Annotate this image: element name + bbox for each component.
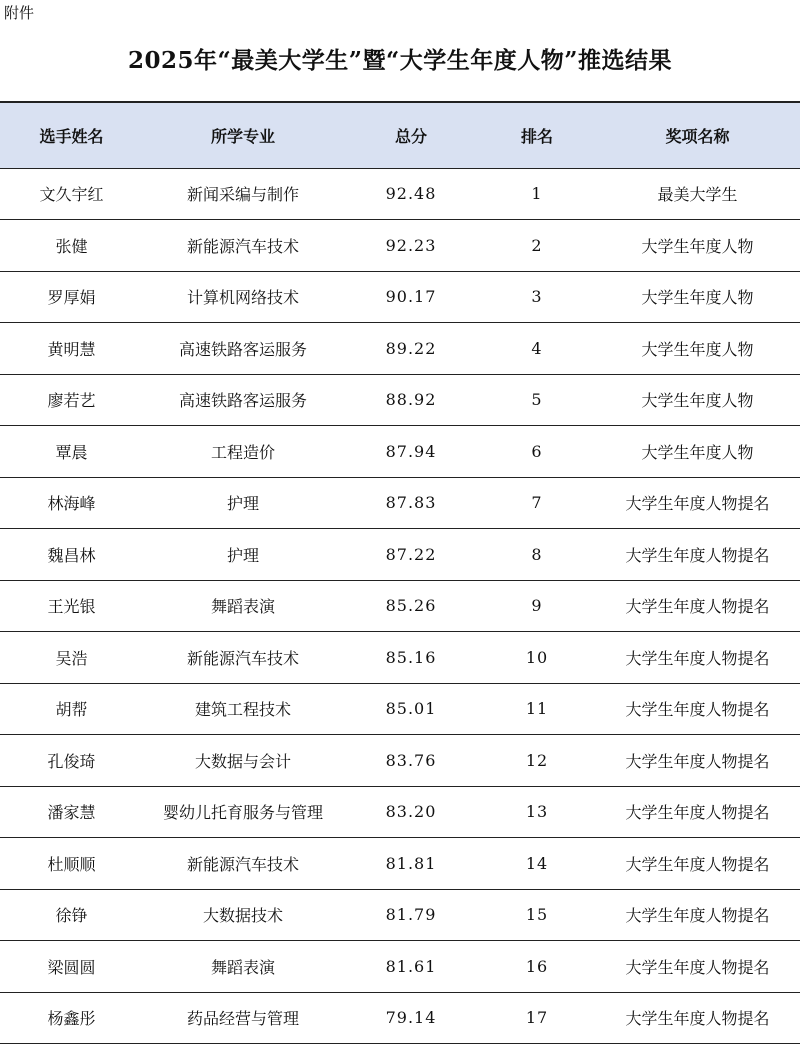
cell-rank: 9	[531, 596, 543, 616]
cell-major: 舞蹈表演	[210, 597, 275, 617]
cell-score: 90.17	[385, 287, 437, 307]
table-row	[0, 941, 800, 993]
table-row	[0, 168, 800, 220]
cell-rank: 3	[531, 287, 543, 307]
cell-major: 工程造价	[210, 442, 275, 462]
column-header-rank: 排名	[479, 102, 595, 168]
cell-score: 83.20	[385, 802, 437, 822]
cell-rank: 12	[525, 750, 549, 770]
cell-rank: 5	[531, 390, 543, 410]
cell-name: 吴浩	[55, 648, 88, 668]
cell-rank: 6	[531, 441, 543, 461]
cell-rank: 10	[525, 647, 549, 667]
cell-rank: 14	[525, 853, 549, 873]
table-row	[0, 889, 800, 941]
cell-score: 85.01	[385, 699, 437, 719]
cell-score: 79.14	[385, 1008, 437, 1028]
table-row	[0, 786, 800, 838]
cell-score: 83.76	[385, 750, 437, 770]
table-row	[0, 580, 800, 632]
cell-award: 大学生年度人物提名	[625, 803, 770, 823]
cell-award: 大学生年度人物提名	[625, 906, 770, 926]
cell-award: 大学生年度人物提名	[625, 700, 770, 720]
table-row	[0, 374, 800, 426]
cell-award: 大学生年度人物提名	[625, 597, 770, 617]
cell-award: 大学生年度人物	[641, 236, 754, 256]
cell-score: 89.22	[385, 338, 437, 358]
table-row	[0, 992, 800, 1044]
cell-name: 徐铮	[55, 906, 88, 926]
results-table	[0, 101, 800, 1044]
cell-score: 92.48	[385, 184, 437, 204]
cell-award: 大学生年度人物提名	[625, 751, 770, 771]
cell-award: 大学生年度人物	[641, 288, 754, 308]
cell-name: 潘家慧	[47, 803, 96, 823]
cell-score: 81.61	[385, 956, 437, 976]
cell-name: 文久宇红	[39, 185, 104, 205]
cell-name: 梁圆圆	[47, 957, 96, 977]
cell-rank: 17	[525, 1008, 549, 1028]
cell-major: 高速铁路客运服务	[178, 391, 307, 411]
cell-rank: 7	[531, 493, 543, 513]
cell-name: 张健	[55, 236, 88, 256]
cell-score: 87.22	[385, 544, 437, 564]
cell-rank: 11	[525, 699, 549, 719]
cell-award: 大学生年度人物	[641, 339, 754, 359]
table-body	[0, 168, 800, 1044]
cell-major: 药品经营与管理	[186, 1009, 299, 1029]
column-header-name: 选手姓名	[0, 102, 143, 168]
cell-award: 大学生年度人物提名	[625, 494, 770, 514]
cell-name: 杨鑫彤	[47, 1009, 96, 1029]
cell-award: 大学生年度人物	[641, 442, 754, 462]
cell-major: 新闻采编与制作	[186, 185, 299, 205]
cell-major: 护理	[226, 494, 259, 514]
cell-name: 罗厚娟	[47, 288, 96, 308]
cell-name: 林海峰	[47, 494, 96, 514]
table-row	[0, 632, 800, 684]
column-header-award: 奖项名称	[595, 102, 800, 168]
cell-name: 黄明慧	[47, 339, 96, 359]
table-row	[0, 220, 800, 272]
cell-name: 王光银	[47, 597, 96, 617]
cell-major: 新能源汽车技术	[186, 236, 299, 256]
cell-award: 大学生年度人物提名	[625, 957, 770, 977]
cell-rank: 2	[531, 235, 543, 255]
column-header-major: 所学专业	[143, 102, 343, 168]
cell-major: 婴幼儿托育服务与管理	[162, 803, 323, 823]
cell-award: 大学生年度人物提名	[625, 1009, 770, 1029]
cell-name: 孔俊琦	[47, 751, 96, 771]
cell-major: 大数据技术	[202, 906, 283, 926]
cell-score: 85.26	[385, 596, 437, 616]
cell-award: 大学生年度人物提名	[625, 545, 770, 565]
cell-score: 87.83	[385, 493, 437, 513]
cell-name: 胡帮	[55, 700, 88, 720]
table-row	[0, 271, 800, 323]
cell-name: 杜顺顺	[47, 854, 96, 874]
cell-award: 大学生年度人物提名	[625, 648, 770, 668]
cell-rank: 1	[531, 184, 543, 204]
page-title: 2025年“最美大学生”暨“大学生年度人物”推选结果	[128, 47, 672, 74]
cell-rank: 4	[531, 338, 543, 358]
cell-rank: 15	[525, 905, 549, 925]
cell-major: 建筑工程技术	[194, 700, 291, 720]
table-header-row	[0, 102, 800, 168]
cell-award: 大学生年度人物提名	[625, 854, 770, 874]
cell-score: 81.81	[385, 853, 437, 873]
table-row	[0, 838, 800, 890]
cell-score: 88.92	[385, 390, 437, 410]
cell-score: 92.23	[385, 235, 437, 255]
cell-major: 计算机网络技术	[186, 288, 299, 308]
cell-score: 81.79	[385, 905, 437, 925]
cell-score: 87.94	[385, 441, 437, 461]
cell-major: 新能源汽车技术	[186, 854, 299, 874]
table-row	[0, 426, 800, 478]
cell-score: 85.16	[385, 647, 437, 667]
table-row	[0, 323, 800, 375]
cell-rank: 8	[531, 544, 543, 564]
table-row	[0, 477, 800, 529]
table-row	[0, 529, 800, 581]
cell-name: 魏昌林	[47, 545, 96, 565]
attachment-label: 附件	[4, 4, 35, 22]
cell-major: 大数据与会计	[194, 751, 291, 771]
cell-major: 高速铁路客运服务	[178, 339, 307, 359]
cell-major: 舞蹈表演	[210, 957, 275, 977]
table-row	[0, 735, 800, 787]
cell-award: 大学生年度人物	[641, 391, 754, 411]
cell-rank: 13	[525, 802, 549, 822]
cell-name: 覃晨	[55, 442, 88, 462]
table-row	[0, 683, 800, 735]
cell-major: 新能源汽车技术	[186, 648, 299, 668]
column-header-score: 总分	[343, 102, 479, 168]
cell-major: 护理	[226, 545, 259, 565]
cell-award: 最美大学生	[657, 185, 738, 205]
cell-rank: 16	[525, 956, 549, 976]
cell-name: 廖若艺	[47, 391, 96, 411]
